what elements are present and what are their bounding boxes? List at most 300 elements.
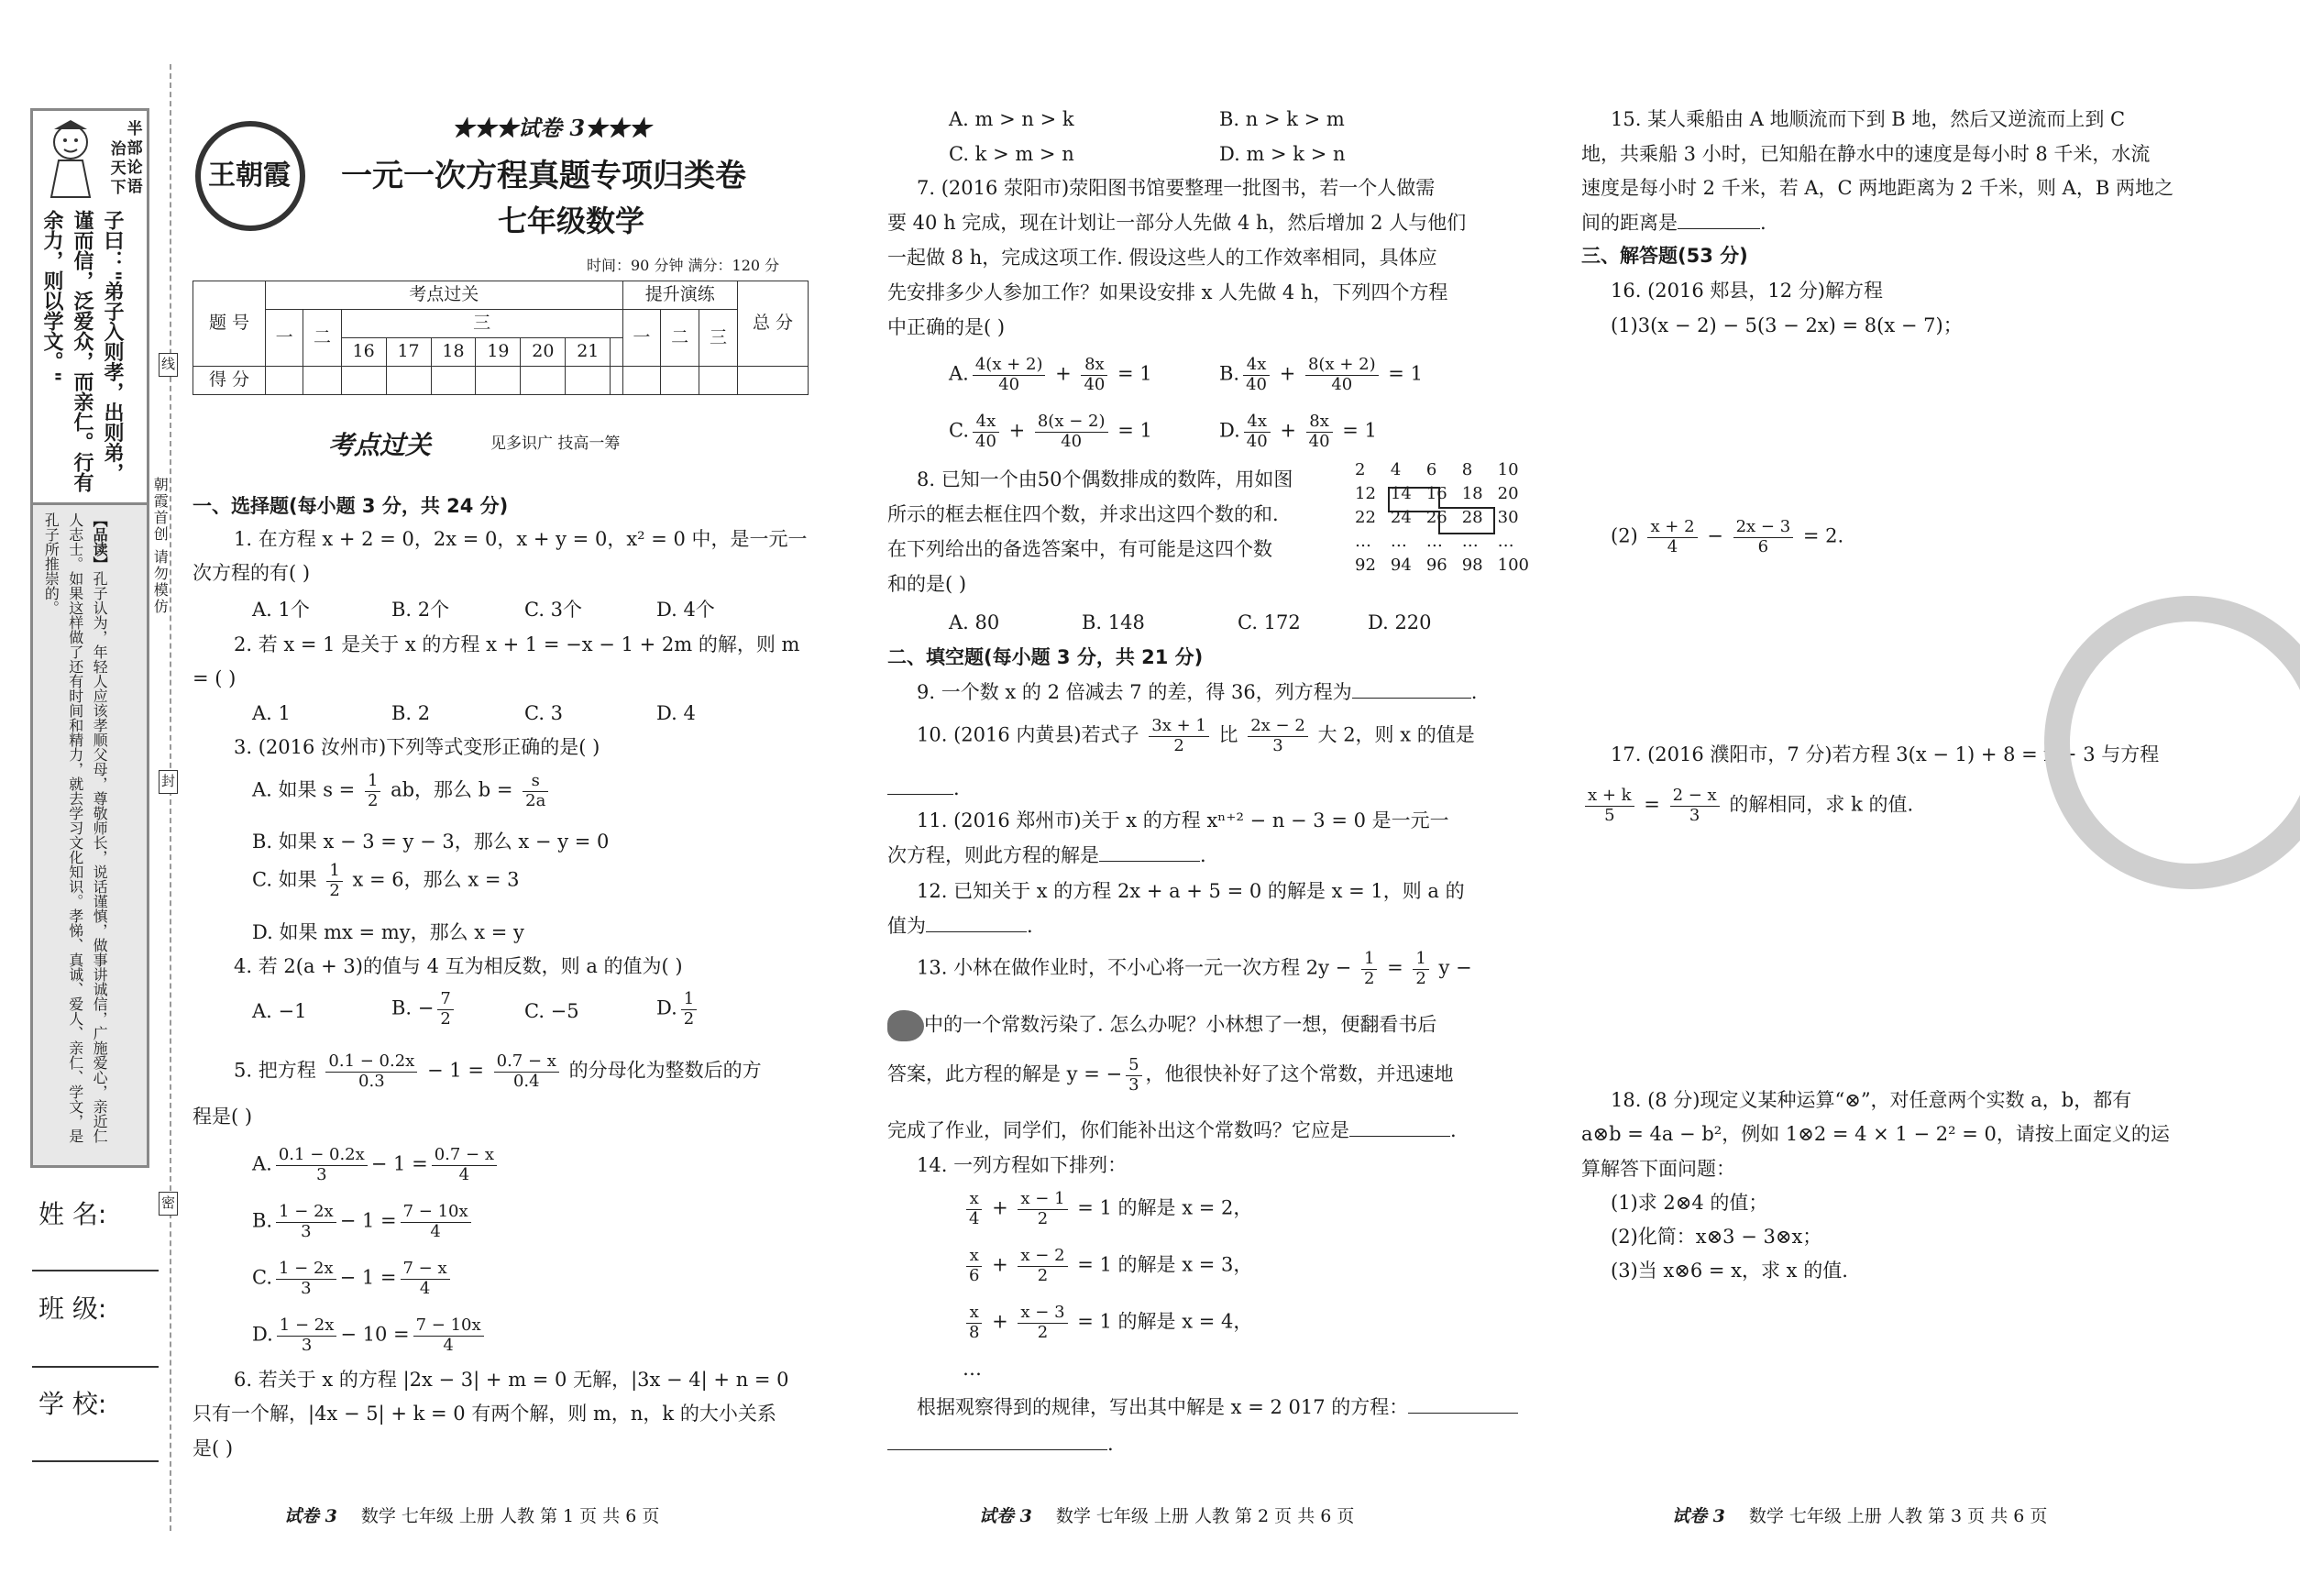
section-banner-slogan: 见多识广 技高一筹 (490, 435, 621, 453)
grid-cell: 16 (1425, 484, 1447, 504)
fraction (413, 1316, 484, 1355)
fraction (1733, 518, 1794, 556)
q7-option[interactable]: C. $\frac{4x}{40}$ + $\frac{8(x - 2)}{40}$ = 1 (949, 412, 1152, 451)
fraction-denominator: 3 (1272, 735, 1283, 755)
q5-option[interactable] (252, 1203, 475, 1241)
fraction-numerator: 1 − 2x (276, 1203, 336, 1223)
fraction-denominator: 2 (1037, 1208, 1049, 1228)
q14-stem: 14. 一列方程如下排列： (917, 1154, 1128, 1176)
q9: 9. 一个数 x 的 2 倍减去 7 的差，得 36，列方程为 . (917, 681, 1478, 703)
fraction (966, 1190, 982, 1228)
footer-text: 数学 七年级 上册 人教 第 3 页 共 6 页 (1748, 1506, 2048, 1526)
stem-text: 比 (1218, 723, 1238, 746)
q13-line-a (917, 950, 1472, 988)
q12-answer-blank[interactable] (926, 931, 1027, 932)
sidebar-reading-box (30, 502, 149, 1168)
frame-overlay (1384, 484, 1503, 539)
q11-answer-blank[interactable] (1099, 861, 1200, 862)
q7-option[interactable]: A. $\frac{4(x + 2)}{40}$ + $\frac{8x}{40}$ = 1 (949, 355, 1152, 394)
q8-option-c[interactable]: C. 172 (1238, 611, 1301, 633)
q6-option-c[interactable]: C. k > m > n (949, 143, 1074, 165)
q12-line-b: 值为 . (887, 915, 1033, 937)
fraction-denominator: 4 (969, 1208, 980, 1228)
equation-text: = 1 的解是 x = 4， (1077, 1310, 1253, 1333)
fraction-numerator: 2x − 2 (1248, 717, 1308, 737)
q1-option-b[interactable]: B. 2个 (391, 599, 450, 621)
q7-option[interactable]: B. $\frac{4x}{40}$ + $\frac{8(x + 2)}{40}$ = 1 (1219, 355, 1423, 394)
grid-cell: 92 (1355, 556, 1376, 576)
q5-option[interactable] (252, 1316, 488, 1355)
q16-stem: 16. (2016 郏县，12 分)解方程 (1611, 280, 1883, 302)
fraction-denominator: 2 (329, 880, 340, 900)
fraction (523, 772, 548, 810)
cartoon-scholar-icon (39, 116, 103, 199)
page-title: 一元一次方程真题专项归类卷 (341, 158, 746, 194)
footer-tag: 试卷 3 (1672, 1506, 1725, 1526)
fraction-denominator: 40 (1308, 431, 1330, 451)
grid-cell: … (1390, 532, 1407, 552)
fraction-denominator: 3 (316, 1164, 327, 1184)
grid-cell: 22 (1355, 508, 1376, 528)
q17-line-a: 17. (2016 濮阳市，7 分)若方程 3(x − 1) + 8 = x + 3 与方程 (1611, 743, 2160, 765)
fraction-numerator: 7 − 10x (401, 1203, 471, 1223)
option-text: ab，那么 b = (391, 778, 513, 801)
col-header: 17 (386, 338, 431, 367)
fraction-denominator: 40 (975, 431, 996, 451)
option-text: − 1 = (339, 1209, 397, 1232)
score-cell[interactable] (303, 367, 341, 395)
fraction-denominator: 2 (1173, 735, 1184, 755)
grid-cell: 6 (1425, 460, 1437, 479)
fraction-numerator: 2x − 3 (1733, 518, 1794, 538)
score-cell[interactable] (386, 367, 431, 395)
q14-equation: $\frac{x}{4}$ + $\frac{x - 1}{2}$ = 1 的解是 x = 2， (963, 1190, 1252, 1228)
col-header: 21 (566, 338, 611, 367)
footer-page-1 (284, 1504, 659, 1530)
fraction-numerator: x + k (1585, 787, 1634, 807)
q3-option-d[interactable]: D. 如果 mx = my，那么 x = y (252, 921, 524, 943)
fraction (681, 990, 697, 1029)
fraction-numerator: 4x (973, 413, 999, 433)
class-label: 班 级: (39, 1293, 107, 1324)
option-letter: B. (252, 1209, 273, 1232)
grid-cell: 18 (1461, 484, 1483, 504)
stem-text: ，他很快补好了这个常数，并迅速地 (1145, 1062, 1454, 1085)
footer-text: 数学 七年级 上册 人教 第 2 页 共 6 页 (1055, 1506, 1355, 1526)
col-header: 二 (303, 310, 341, 367)
q4-option-c[interactable]: C. −5 (524, 1000, 579, 1022)
grid-cell: 26 (1425, 508, 1447, 528)
q14-equation: $\frac{x}{6}$ + $\frac{x - 2}{2}$ = 1 的解是 x = 3， (963, 1247, 1252, 1285)
q7-line-b: 要 40 h 完成，现在计划让一部分人先做 4 h，然后增加 2 人与他们 (887, 212, 1467, 234)
sidebar-reading (39, 512, 111, 1154)
q7-option[interactable]: D. $\frac{4x}{40}$ + $\frac{8x}{40}$ = 1 (1219, 412, 1377, 451)
q1-option-d[interactable]: D. 4个 (656, 599, 715, 621)
ink-smudge-icon (887, 1010, 924, 1041)
q2-line-a: 2. 若 x = 1 是关于 x 的方程 x + 1 = −x − 1 + 2m 的解，则 m (234, 633, 800, 655)
fraction-denominator: 5 (1604, 805, 1615, 825)
option-letter: A. (252, 1152, 272, 1175)
fraction-numerator: 1 (681, 990, 697, 1010)
fraction-numerator: x (966, 1247, 982, 1267)
q15-answer-blank[interactable] (1678, 228, 1760, 229)
grid-cell: … (1461, 532, 1479, 552)
fraction-denominator: 40 (1084, 374, 1106, 394)
q14-equation: $\frac{x}{8}$ + $\frac{x - 3}{2}$ = 1 的解是 x = 4， (963, 1304, 1252, 1342)
stem-text: 次方程，则此方程的解是 (887, 844, 1099, 866)
grid-cell: 94 (1390, 556, 1412, 576)
q5-option[interactable] (252, 1146, 501, 1184)
q8-line-d: 和的是( ) (887, 573, 967, 595)
fraction-denominator: 2 (367, 790, 379, 810)
fraction-denominator: 2a (525, 790, 546, 810)
fraction-numerator: 4x (1244, 413, 1271, 433)
fraction (1018, 1304, 1067, 1342)
fraction (432, 1146, 497, 1184)
col-header: 二 (661, 310, 699, 367)
q1-line-a: 1. 在方程 x + 2 = 0，2x = 0，x + y = 0，x² = 0 中，是一元一 (234, 528, 808, 550)
option-letter: D. (1219, 419, 1240, 442)
fraction-denominator: 3 (1689, 805, 1700, 825)
fraction-numerator: x − 2 (1018, 1247, 1067, 1267)
fraction (277, 1316, 337, 1355)
q4-option-d[interactable] (656, 990, 700, 1029)
q11-line-a: 11. (2016 郑州市)关于 x 的方程 xⁿ⁺² − n − 3 = 0 是一元一 (917, 809, 1449, 831)
fold-label-seal: 封 (159, 770, 178, 794)
fraction-numerator: 0.7 − x (432, 1146, 497, 1166)
q3-stem: 3. (2016 汝州市)下列等式变形正确的是( ) (234, 736, 600, 758)
score-cell[interactable] (431, 367, 476, 395)
score-cell[interactable] (622, 367, 661, 395)
school-field[interactable] (32, 1460, 159, 1462)
group-label-2: 提升演练 (622, 281, 737, 310)
q8-option-d[interactable]: D. 220 (1368, 611, 1432, 633)
grid-cell: 98 (1461, 556, 1483, 576)
name-field[interactable] (32, 1270, 159, 1271)
equation-text: = 1 的解是 x = 3， (1077, 1253, 1253, 1276)
fraction-numerator: 1 (326, 862, 342, 882)
fraction-denominator: 0.3 (358, 1071, 385, 1091)
score-cell[interactable] (266, 367, 303, 395)
option-letter: A. (949, 362, 969, 385)
fraction (276, 1260, 336, 1298)
q14-question (917, 1393, 1518, 1421)
q6-option-d[interactable]: D. m > k > n (1219, 143, 1346, 165)
fraction-denominator: 4 (458, 1164, 470, 1184)
side-note: 朝霞首创 请勿模仿 (151, 477, 170, 616)
fraction-numerator: 5 (1126, 1056, 1141, 1076)
col-header: 19 (476, 338, 521, 367)
score-cell[interactable] (611, 367, 622, 395)
q14-answer-blank-a[interactable] (1408, 1413, 1518, 1414)
score-cell[interactable] (341, 367, 386, 395)
q8-line-a: 8. 已知一个由50个偶数排成的数阵，用如图 (917, 468, 1293, 490)
score-cell[interactable] (738, 367, 809, 395)
grid-cell: 12 (1355, 484, 1376, 504)
fraction (276, 1203, 336, 1241)
grid-cell: 10 (1497, 460, 1519, 479)
fraction (1243, 356, 1270, 394)
fraction-denominator: 40 (1246, 374, 1268, 394)
option-text: = 1 (1342, 419, 1377, 442)
q18-part-3: (3)当 x⊗6 = x，求 x 的值. (1611, 1260, 1848, 1282)
fraction (401, 1203, 471, 1241)
class-field[interactable] (32, 1366, 159, 1368)
fraction-denominator: 2 (1415, 968, 1426, 988)
fraction (401, 1260, 450, 1298)
fraction-denominator: 3 (301, 1221, 312, 1241)
fraction-denominator: 2 (683, 1008, 695, 1029)
q15-line-d: 间的距离是 . (1581, 212, 1766, 234)
fraction-numerator: 1 − 2x (276, 1260, 336, 1280)
option-text: x = 6，那么 x = 3 (352, 868, 520, 891)
q16-part-1: (1)3(x − 2) − 5(3 − 2x) = 8(x − 7)； (1611, 314, 1963, 336)
q8-option-a[interactable]: A. 80 (949, 611, 1000, 633)
stem-text: 中的一个常数污染了. 怎么办呢？小林想了一想，便翻看书后 (924, 1013, 1437, 1036)
stem-text: 的分母化为整数后的方 (568, 1059, 762, 1082)
fraction-numerator: 1 − 2x (277, 1316, 337, 1337)
q3-option-c[interactable] (252, 862, 519, 900)
q14-answer-blank-b[interactable] (887, 1449, 1107, 1450)
fraction-numerator: 2 − x (1670, 787, 1720, 807)
q2-option-b[interactable]: B. 2 (391, 702, 431, 724)
col-header: 一 (266, 310, 303, 367)
grid-cell: 8 (1461, 460, 1473, 479)
score-cell[interactable] (476, 367, 521, 395)
q18-line-c: 算解答下面问题： (1581, 1158, 1735, 1180)
col-header: 18 (431, 338, 476, 367)
fraction-numerator: x − 1 (1018, 1190, 1067, 1210)
fraction-denominator: 8 (969, 1322, 980, 1342)
section-heading-2: 二、填空题(每小题 3 分，共 21 分) (887, 646, 1204, 668)
stem-text: 9. 一个数 x 的 2 倍减去 7 的差，得 36，列方程为 (917, 681, 1352, 703)
q17-line-b (1581, 787, 1913, 825)
fraction-numerator: 1 (1361, 950, 1377, 970)
fraction (326, 862, 342, 900)
q3-option-b[interactable]: B. 如果 x − 3 = y − 3，那么 x − y = 0 (252, 831, 610, 853)
sidebar-quote-box (30, 108, 149, 508)
grid-cell: 2 (1355, 460, 1366, 479)
section-heading-3: 三、解答题(53 分) (1581, 245, 1748, 267)
q13-answer-blank[interactable] (1349, 1136, 1450, 1137)
fraction (1126, 1056, 1141, 1095)
col-header: 三 (699, 310, 738, 367)
fraction (1018, 1247, 1067, 1285)
sidebar-quote: 子曰："弟子入则孝，出则弟，谨而信，泛爱众，而亲仁。行有余力，则以学文。" (40, 210, 124, 492)
q12-line-a: 12. 已知关于 x 的方程 2x + a + 5 = 0 的解是 x = 1，则 a 的 (917, 880, 1465, 902)
row-label-number: 题 号 (193, 281, 266, 367)
q8-line-b: 所示的框去框住四个数，并求出这四个数的和. (887, 503, 1279, 525)
reading-label: 【品读】 (91, 512, 109, 571)
fraction-numerator: 0.7 − x (494, 1052, 559, 1073)
stem-text: 值为 (887, 915, 926, 937)
option-text: = 1 (1117, 419, 1152, 442)
q13-line-c (887, 1056, 1454, 1095)
stem-text: 5. 把方程 (234, 1059, 316, 1082)
fraction-denominator: 6 (1757, 536, 1769, 556)
fraction-denominator: 3 (301, 1335, 313, 1355)
option-text: D. (656, 996, 677, 1019)
col-header-empty (611, 338, 622, 367)
name-label: 姓 名: (39, 1199, 107, 1229)
score-cell[interactable] (521, 367, 566, 395)
total-label: 总 分 (738, 281, 809, 367)
q16-part-2 (1611, 518, 1843, 556)
option-text: − 10 = (340, 1323, 410, 1346)
q8-option-b[interactable]: B. 148 (1082, 611, 1145, 633)
section-banner-title: 考点过关 (328, 430, 432, 460)
q8-line-c: 在下列给出的备选答案中，有可能是这四个数 (887, 538, 1272, 560)
stem-text: 间的距离是 (1581, 212, 1678, 234)
q2-option-c[interactable]: C. 3 (524, 702, 564, 724)
grid-cell: 20 (1497, 484, 1519, 504)
q5-stem (234, 1052, 762, 1091)
q2-option-a[interactable]: A. 1 (252, 702, 291, 724)
q18-line-b: a⊗b = 4a − b²，例如 1⊗2 = 4 × 1 − 2² = 0，请按上面定义的运 (1581, 1123, 2170, 1145)
option-letter: D. (252, 1323, 273, 1346)
score-cell[interactable] (661, 367, 699, 395)
q14-answer-line-b: . (887, 1430, 1114, 1458)
fraction-denominator: 2 (1363, 968, 1375, 988)
fraction-denominator: 4 (430, 1221, 441, 1241)
fraction-numerator: 3x + 1 (1149, 717, 1209, 737)
motto-line-1: 半部论语 (123, 120, 142, 197)
q4-option-a[interactable]: A. −1 (252, 1000, 307, 1022)
stem-text: 13. 小林在做作业时，不小心将一元一次方程 2y − (917, 956, 1352, 979)
q2-line-b: = ( ) (193, 667, 237, 689)
fraction-denominator: 40 (1331, 374, 1353, 394)
reading-text: 孔子认为，年轻人应该孝顺父母，尊敬师长，说话谨慎，做事讲诚信，广施爱心，亲近仁人志士。如果这样做了还有时间和精力，就去学习文化知识。孝悌、真诚、爱人、亲仁、学文，是孔子所推崇的。 (42, 512, 109, 1143)
q1-option-a[interactable]: A. 1个 (252, 599, 310, 621)
fraction (1670, 787, 1720, 825)
q18-line-a: 18. (8 分)现定义某种运算“⊗”，对任意两个实数 a，b，都有 (1611, 1089, 2132, 1111)
fraction-denominator: 6 (969, 1265, 980, 1285)
q4-stem: 4. 若 2(a + 3)的值与 4 互为相反数，则 a 的值为( ) (234, 955, 683, 977)
fraction-numerator: x + 2 (1647, 518, 1697, 538)
q3-option-a[interactable] (252, 772, 552, 810)
option-text: = 1 (1117, 362, 1152, 385)
q1-option-c[interactable]: C. 3个 (524, 599, 583, 621)
option-letter: C. (949, 419, 969, 442)
q10 (917, 717, 1475, 755)
fraction-denominator: 0.4 (512, 1071, 540, 1091)
stem-text: (2) (1611, 524, 1638, 547)
q9-answer-blank[interactable] (1352, 698, 1471, 699)
fraction-numerator: 7 − x (401, 1260, 450, 1280)
stem-text: y − (1438, 956, 1472, 979)
option-text: B. − (391, 996, 435, 1019)
fraction (1305, 356, 1379, 394)
stem-text: − (1707, 524, 1723, 547)
fraction-denominator: 4 (443, 1335, 454, 1355)
col-header: 20 (521, 338, 566, 367)
q15-line-a: 15. 某人乘船由 A 地顺流而下到 B 地，然后又逆流而上到 C (1611, 108, 2126, 130)
q10-answer-blank[interactable] (887, 794, 953, 795)
fraction-numerator: 4x (1243, 356, 1270, 376)
fraction (437, 990, 453, 1029)
q6-line-a: 6. 若关于 x 的方程 |2x − 3| + m = 0 无解，|3x − 4| + n = 0 (234, 1369, 789, 1391)
equation-text: = 1 的解是 x = 2， (1077, 1196, 1253, 1219)
q14-dots: … (963, 1358, 982, 1380)
stem-text: = (1387, 956, 1403, 979)
fraction-numerator: 7 (437, 990, 453, 1010)
fraction (973, 356, 1046, 394)
time-score: 时间：90 分钟 满分：120 分 (587, 257, 780, 274)
q7-line-c: 一起做 8 h，完成这项工作. 假设这些人的工作效率相同，具体应 (887, 247, 1437, 269)
row-label-score: 得 分 (193, 367, 266, 395)
fraction (1647, 518, 1697, 556)
score-cell[interactable] (699, 367, 738, 395)
q7-line-d: 先安排多少人参加工作？如果设安排 x 人先做 4 h，下列四个方程 (887, 281, 1448, 303)
fraction (973, 413, 999, 451)
stem-text: 完成了作业，同学们，你们能补出这个常数吗？它应是 (887, 1119, 1349, 1141)
q4-option-b[interactable] (391, 990, 457, 1029)
fraction-denominator: 2 (1037, 1265, 1049, 1285)
option-text: C. 如果 (252, 868, 317, 891)
col-header: 16 (341, 338, 386, 367)
fraction-numerator: 8(x + 2) (1305, 356, 1379, 376)
stem-text: 答案，此方程的解是 y = − (887, 1062, 1123, 1085)
fraction (1413, 950, 1428, 988)
score-cell[interactable] (566, 367, 611, 395)
school-label: 学 校: (39, 1389, 107, 1419)
fraction-denominator: 2 (1037, 1322, 1049, 1342)
fraction-denominator: 4 (1667, 536, 1678, 556)
col-header: 三 (341, 310, 622, 338)
grid-cell: 28 (1461, 508, 1483, 528)
footer-tag: 试卷 3 (979, 1506, 1032, 1526)
grid-cell: … (1355, 532, 1371, 552)
q2-option-d[interactable]: D. 4 (656, 702, 696, 724)
footer-page-2 (979, 1504, 1354, 1530)
fraction-denominator: 4 (419, 1278, 431, 1298)
score-table (193, 281, 809, 395)
q6-option-a[interactable]: A. m > n > k (949, 108, 1074, 130)
secret-stamp-watermark (2044, 596, 2300, 889)
group-label-1: 考点过关 (266, 281, 623, 310)
grid-cell: … (1497, 532, 1514, 552)
fraction-numerator: 0.1 − 0.2x (276, 1146, 368, 1166)
fraction (1585, 787, 1634, 825)
fold-label-secret: 密 (159, 1192, 178, 1216)
col-header: 一 (622, 310, 661, 367)
fraction-numerator: 1 (1413, 950, 1428, 970)
fraction-denominator: 2 (440, 1008, 451, 1029)
fraction (1306, 413, 1333, 451)
q5-option[interactable] (252, 1260, 454, 1298)
fraction-numerator: 7 − 10x (413, 1316, 484, 1337)
fold-label-line: 线 (159, 353, 178, 377)
q18-part-2: (2)化简：x⊗3 − 3⊗x； (1611, 1226, 1822, 1248)
brand-logo-text: 王朝霞 (208, 160, 291, 192)
stem-text: 大 2，则 x 的值是 (1317, 723, 1475, 746)
fraction-numerator: 8x (1306, 413, 1333, 433)
grid-cell: 96 (1425, 556, 1447, 576)
q6-option-b[interactable]: B. n > k > m (1219, 108, 1345, 130)
paper-number: ★★★试卷 3★★★ (452, 115, 652, 141)
fraction-denominator: 40 (1246, 431, 1268, 451)
footer-tag: 试卷 3 (284, 1506, 337, 1526)
fraction (1361, 950, 1377, 988)
fraction-numerator: 1 (365, 772, 380, 792)
fraction (325, 1052, 417, 1091)
page-subtitle: 七年级数学 (498, 204, 645, 238)
grid-cell: 4 (1390, 460, 1402, 479)
grid-cell: 14 (1390, 484, 1412, 504)
stem-text: 的解相同，求 k 的值. (1729, 793, 1914, 816)
q15-line-b: 地，共乘船 3 小时，已知船在静水中的速度是每小时 8 千米，水流 (1581, 143, 2151, 165)
fraction (1035, 413, 1108, 451)
